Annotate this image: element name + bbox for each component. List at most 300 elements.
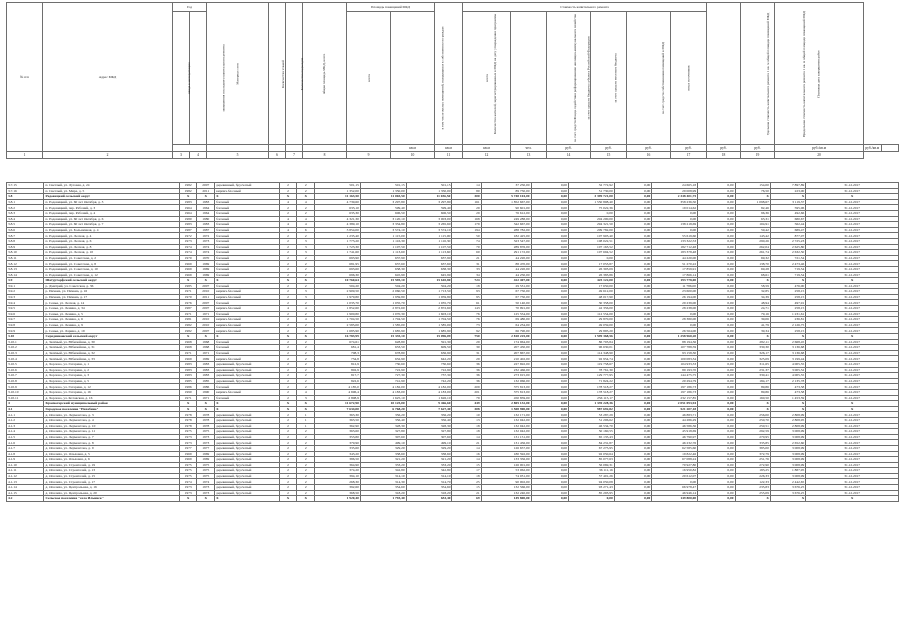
table-cell: 207 867,00 — [481, 350, 531, 356]
table-cell: 0,00 — [531, 261, 568, 267]
table-cell: 25 — [452, 479, 481, 485]
table-cell: 132 042,00 — [481, 423, 531, 429]
table-cell: 36 — [452, 378, 481, 384]
table-cell: 0,00 — [531, 244, 568, 250]
table-cell: 26 303,09 — [569, 266, 615, 272]
table-cell: 2 — [297, 451, 315, 457]
table-cell: X — [735, 496, 770, 502]
table-cell: 0,00 — [531, 283, 568, 289]
table-cell: 0,00 — [698, 300, 735, 306]
table-cell: 2 — [297, 490, 315, 496]
table-cell: кирпич.блочный — [215, 289, 280, 295]
table-cell: 0,00 — [698, 406, 735, 412]
table-cell: д. Хорлово, ул. Гагарина, д. 12 — [44, 384, 179, 390]
table-cell: д. Хорлово, ул. Гагарина, д. 1 — [44, 362, 179, 368]
table-cell: 183 378,48 — [652, 250, 698, 256]
table-cell: 1 920,40 — [315, 496, 361, 502]
table-cell: 1 — [297, 412, 315, 418]
table-cell: д. Опалиха, ул. Строителей, д. 15 — [44, 473, 179, 479]
table-cell: 31.12.2017 — [806, 462, 899, 468]
table-cell: 0,00 — [531, 451, 568, 457]
table-cell: X — [735, 194, 770, 200]
table-cell: 1 713,50 — [406, 289, 452, 295]
table-cell: д. Опалиха, ул. Строителей, д. 19 — [44, 462, 179, 468]
table-cell: 3.8.9 — [7, 244, 44, 250]
table-cell: 31.12.2017 — [806, 255, 899, 261]
table-cell: 182 712,48 — [652, 244, 698, 250]
table-cell: Городское поселение "Нахабино" — [44, 406, 179, 412]
table-cell: X — [197, 278, 215, 284]
table-cell: X — [806, 194, 899, 200]
table-cell: 18 — [452, 473, 481, 479]
table-cell: 3.9.4 — [7, 300, 44, 306]
table-cell: 1973 — [179, 238, 197, 244]
table-cell: 2 — [279, 322, 297, 328]
table-cell: 693,60 — [315, 266, 361, 272]
table-cell: Красногорский муниципальный район — [44, 401, 179, 407]
table-cell: 0,00 — [531, 328, 568, 334]
table-cell: 0,00 — [531, 199, 568, 205]
table-cell: 7 897,89 — [770, 183, 805, 189]
table-cell: 204 200,00 — [569, 216, 615, 222]
table-cell: 3 005,52 — [770, 367, 805, 373]
table-cell: 53 287,29 — [569, 412, 615, 418]
table-cell: 31.12.2017 — [806, 429, 899, 435]
table-cell: 0,00 — [531, 468, 568, 474]
table-cell: д. Опалиха, ул. Лермонтова, д. 9 — [44, 445, 179, 451]
table-cell: 1987 — [197, 227, 215, 233]
table-cell: 132 066,00 — [481, 378, 531, 384]
table-cell: 0,00 — [531, 294, 568, 300]
table-cell: Середниковский сельский округ — [44, 334, 179, 340]
table-cell: 314,10 — [406, 473, 452, 479]
table-cell: X — [197, 406, 215, 412]
table-cell: 0,00 — [531, 423, 568, 429]
table-cell: 1 — [297, 417, 315, 423]
table-cell: 1975 — [179, 468, 197, 474]
table-cell: 138 218,69 — [652, 222, 698, 228]
table-cell: 338,60 — [360, 451, 406, 457]
table-cell: 2011 — [197, 188, 215, 194]
table-cell: 1978 — [197, 417, 215, 423]
table-cell: 362,90 — [315, 423, 361, 429]
table-cell: 1969 — [197, 356, 215, 362]
table-cell: X — [770, 278, 805, 284]
table-cell: 76,50 — [735, 188, 770, 194]
table-cell: 50 160,55 — [569, 429, 615, 435]
table-cell: 343,20 — [315, 451, 361, 457]
table-cell: 2 — [279, 395, 297, 401]
table-cell: 1968 — [197, 339, 215, 345]
table-cell: 3 — [297, 294, 315, 300]
table-cell: 727,30 — [360, 373, 406, 379]
table-cell: 4.1.14 — [7, 485, 44, 491]
table-cell: 2 808,9 — [315, 395, 361, 401]
table-cell: 29 — [452, 356, 481, 362]
table-cell: 132 042,00 — [481, 429, 531, 435]
table-cell: 50 140,00 — [481, 300, 531, 306]
table-cell: д. Опалиха, ул. Строителей, д. 17 — [44, 479, 179, 485]
table-cell: 0,00 — [698, 272, 735, 278]
table-cell: X — [197, 334, 215, 340]
table-cell: 31.12.2017 — [806, 473, 899, 479]
table-cell: 1 453,59 — [770, 395, 805, 401]
table-cell: 3 119,37 — [770, 199, 805, 205]
table-cell: 61 — [452, 300, 481, 306]
table-cell: 1 959,80 — [360, 294, 406, 300]
table-cell: 11 786,00 — [652, 283, 698, 289]
table-cell: 0,00 — [698, 216, 735, 222]
table-cell: 31.12.2017 — [806, 417, 899, 423]
table-cell: 2 — [297, 183, 315, 189]
table-cell: д. Опалиха, ул. Лермонтова, д. 7 — [44, 434, 179, 440]
table-cell: 4.1.5 — [7, 434, 44, 440]
table-cell: кирпич.блочный — [215, 389, 280, 395]
table-cell: 65 135,43 — [569, 434, 615, 440]
table-cell: 2 652,60 — [770, 440, 805, 446]
unit-cell: руб./кв.м — [865, 146, 880, 150]
table-cell: 314,30 — [360, 479, 406, 485]
table-cell: 46 586,36 — [652, 423, 698, 429]
table-cell: 0,00 — [698, 322, 735, 328]
table-cell: 1973 — [179, 434, 197, 440]
table-cell: 4 739,60 — [315, 199, 361, 205]
table-cell: 3.8.13 — [7, 266, 44, 272]
table-cell: X — [770, 401, 805, 407]
table-cell: деревянный, брусчатый — [215, 479, 280, 485]
table-cell: 606,50 — [406, 210, 452, 216]
table-cell: деревянный, брусчатый — [215, 417, 280, 423]
table-cell: 741,90 — [360, 378, 406, 384]
table-cell: 3 008,99 — [770, 434, 805, 440]
table-cell: 0,00 — [531, 266, 568, 272]
table-cell: X — [215, 406, 280, 412]
table-cell: 473,58 — [770, 384, 805, 390]
table-cell: 24,71 — [735, 306, 770, 312]
table-cell: 288 782,00 — [481, 227, 531, 233]
table-cell: 425 122,00 — [569, 278, 615, 284]
table-cell: 0,00 — [614, 384, 651, 390]
table-cell: 0,00 — [614, 289, 651, 295]
table-cell: п. Радовицкий, ул. Советская, д. 2 — [44, 255, 179, 261]
table-cell: 53 062,00 — [481, 468, 531, 474]
table-cell: 318,20 — [406, 490, 452, 496]
table-cell: 1 115,00 — [360, 233, 406, 239]
table-cell: д. Опалиха, ул. Строителей, д. 13 — [44, 468, 179, 474]
table-cell: 1990 — [197, 389, 215, 395]
table-cell: X — [279, 194, 297, 200]
table-cell: 0,00 — [531, 356, 568, 362]
table-cell: 258,15 — [770, 328, 805, 334]
table-cell: 0,00 — [698, 479, 735, 485]
table-cell: 67 275,95 — [569, 445, 615, 451]
table-cell: 4 — [279, 199, 297, 205]
table-cell: блочный — [215, 300, 280, 306]
table-cell: 178 518,27 — [569, 384, 615, 390]
column-number: 7 — [286, 152, 303, 159]
table-cell: 3 854,00 — [315, 227, 361, 233]
table-cell: 89,86 — [735, 389, 770, 395]
table-cell: 0,00 — [698, 451, 735, 457]
table-cell: 1969 — [179, 356, 197, 362]
table-cell: д. Зелёный, ул. Юбилейная, д. 32 — [44, 350, 179, 356]
table-cell: 2 — [297, 322, 315, 328]
table-cell: 31.12.2017 — [806, 199, 899, 205]
table-cell: 2 348 401,75 — [652, 194, 698, 200]
table-cell: 356,40 — [360, 417, 406, 423]
table-cell: 638,30 — [406, 266, 452, 272]
unit-cell: руб. — [741, 145, 775, 152]
table-cell: блочный — [215, 255, 280, 261]
table-cell: деревянный, брусчатый — [215, 462, 280, 468]
table-cell: 335,85 — [735, 440, 770, 446]
table-cell: 24 665,18 — [652, 183, 698, 189]
table-cell: 1971 — [179, 311, 197, 317]
table-cell: 1 626,10 — [406, 395, 452, 401]
table-cell: 3 008,99 — [770, 457, 805, 463]
table-cell: д. Опалиха, ул. Лермонтова, д. 11 — [44, 429, 179, 435]
table-cell: деревянный, брусчатый — [215, 457, 280, 463]
table-cell: 2 — [297, 356, 315, 362]
table-cell: X — [735, 401, 770, 407]
table-cell: 3.10.1 — [7, 339, 44, 345]
table-cell: п. Радовицкий, пер. Рабочий, д. 3 — [44, 205, 179, 211]
table-cell: 11 163,50 — [315, 194, 361, 200]
table-cell: X — [215, 496, 280, 502]
table-cell: блочный — [215, 311, 280, 317]
table-cell: 31.12.2017 — [806, 434, 899, 440]
table-cell: 18 — [452, 283, 481, 289]
table-cell: 1974 — [179, 479, 197, 485]
table-cell: 0,00 — [614, 378, 651, 384]
table-cell: п. Радовицкий, ул. Советская, д. 10 — [44, 266, 179, 272]
table-cell: 1990 — [179, 389, 197, 395]
table-cell: 0,00 — [652, 322, 698, 328]
table-cell: 633,10 — [315, 205, 361, 211]
table-cell: 329,20 — [406, 445, 452, 451]
col-area-all-header: всего — [347, 12, 391, 145]
unit-cell — [303, 145, 347, 152]
table-cell: 4.1.8 — [7, 451, 44, 457]
column-number: 20 — [775, 152, 864, 159]
table-cell: 0,00 — [698, 311, 735, 317]
table-cell: 4.1.1 — [7, 412, 44, 418]
table-cell: 7 627,40 — [406, 406, 452, 412]
table-cell: 1985 — [179, 283, 197, 289]
table-cell: 674,61 — [315, 339, 361, 345]
table-cell: 93 — [452, 289, 481, 295]
col-cost-total-header: всего — [463, 12, 511, 145]
table-cell: 17 866,14 — [652, 272, 698, 278]
table-cell: 4 183,00 — [406, 389, 452, 395]
table-cell: 1973 — [179, 490, 197, 496]
table-cell: 0,00 — [531, 194, 568, 200]
table-cell: 46 883,71 — [652, 412, 698, 418]
table-cell: 2 — [279, 490, 297, 496]
table-cell: 11 036,50 — [406, 194, 452, 200]
table-cell: 0,00 — [614, 479, 651, 485]
table-cell: 0,00 — [698, 362, 735, 368]
table-cell: 3.9.7 — [7, 317, 44, 323]
col-subject-header: за счет средств бюджета субъекта Российской Федерации — [547, 12, 591, 145]
table-cell: 249 288,00 — [481, 216, 531, 222]
table-cell: 1 685,90 — [360, 328, 406, 334]
table-cell: 68,61 — [735, 272, 770, 278]
table-cell: 17 053,87 — [569, 261, 615, 267]
table-cell: 31.12.2017 — [806, 378, 899, 384]
table-cell: д. Зелёный, ул. Юбилейная, д. 30 — [44, 339, 179, 345]
table-cell: 0,00 — [531, 188, 568, 194]
col-limit-cost-header: Предельная стоимость капитального ремонта 1 кв. м общей площади помещений МКД — [741, 3, 775, 145]
table-cell: 3.8.5 — [7, 222, 44, 228]
table-cell: 272,90 — [735, 462, 770, 468]
table-cell: 3.10.9 — [7, 384, 44, 390]
table-cell: 3 008,99 — [770, 451, 805, 457]
table-cell: 0,00 — [614, 457, 651, 463]
table-cell: X — [279, 278, 297, 284]
table-cell: 39,06 — [735, 317, 770, 323]
table-cell: 49 612,00 — [569, 289, 615, 295]
table-cell: 0,00 — [531, 457, 568, 463]
table-cell: 20 294,79 — [652, 378, 698, 384]
table-cell: 104,91 — [735, 222, 770, 228]
table-cell: блочный — [215, 216, 280, 222]
col-owners-header: за счет средств собственников помещений в МКД — [627, 12, 671, 145]
table-cell: 4.1.4 — [7, 429, 44, 435]
table-cell: 258,15 — [770, 306, 805, 312]
table-cell: 4 005,55 — [770, 373, 805, 379]
table-cell: 3.10.4 — [7, 356, 44, 362]
table-cell: 719,54 — [770, 272, 805, 278]
table-cell: 50 — [452, 233, 481, 239]
table-cell: 62 585,60 — [652, 445, 698, 451]
table-cell: 0,00 — [531, 362, 568, 368]
table-cell: 0,00 — [698, 294, 735, 300]
table-cell: блочный — [215, 199, 280, 205]
table-cell: 0,00 — [614, 300, 651, 306]
table-cell: 2007 — [197, 283, 215, 289]
table-cell: 231,37 — [735, 367, 770, 373]
table-cell: 2 — [279, 283, 297, 289]
table-cell: 3.8.10 — [7, 250, 44, 256]
table-cell: 812,9 — [315, 362, 361, 368]
table-cell: X — [297, 401, 315, 407]
table-cell: 3 — [297, 395, 315, 401]
table-cell: 3.7.16 — [7, 188, 44, 194]
table-cell: 1969 — [179, 266, 197, 272]
table-cell: 300 — [452, 194, 481, 200]
table-cell: 1973 — [179, 485, 197, 491]
table-cell: 31.12.2017 — [806, 205, 899, 211]
table-cell: 138,70 — [735, 261, 770, 267]
table-cell: 0,00 — [698, 339, 735, 345]
table-cell: 653,40 — [406, 496, 452, 502]
table-cell: 26 383,86 — [569, 272, 615, 278]
table-cell: Радовицкий сельский округ — [44, 194, 179, 200]
table-cell: 0,00 — [698, 210, 735, 216]
table-cell: 232 466,00 — [481, 367, 531, 373]
table-cell: 92 954,74 — [569, 356, 615, 362]
data-table — [6, 182, 899, 502]
table-cell: блочный — [215, 261, 280, 267]
table-cell: 31.12.2017 — [806, 328, 899, 334]
table-cell: 2010 — [197, 289, 215, 295]
table-cell: 1978 — [179, 423, 197, 429]
table-cell: 1971 — [179, 350, 197, 356]
table-cell: 1 107,50 — [360, 244, 406, 250]
table-cell: 154,00 — [735, 183, 770, 189]
table-cell: 2 — [279, 311, 297, 317]
table-cell: 1983 — [179, 373, 197, 379]
table-cell: 325,09 — [735, 356, 770, 362]
table-cell: 1969 — [179, 457, 197, 463]
table-cell: деревянный, брусчатый — [215, 429, 280, 435]
table-cell: 0,00 — [531, 317, 568, 323]
table-cell: 0,00 — [614, 328, 651, 334]
table-cell: 31.12.2017 — [806, 306, 899, 312]
table-cell: 591,30 — [406, 339, 452, 345]
table-cell: 0,00 — [698, 183, 735, 189]
table-cell: 7 634,00 — [315, 406, 361, 412]
table-cell: 3 — [297, 238, 315, 244]
table-cell: 1971 — [179, 289, 197, 295]
table-cell: 70 927,80 — [652, 462, 698, 468]
table-cell: 385,00 — [735, 445, 770, 451]
table-cell: п. Радовицкий, ул. Больничная, д. 4 — [44, 227, 179, 233]
table-cell: 0,00 — [614, 367, 651, 373]
table-cell: 0,00 — [652, 227, 698, 233]
table-cell: 2 — [297, 328, 315, 334]
table-cell: 96,36 — [735, 210, 770, 216]
table-cell: 290,26 — [735, 238, 770, 244]
table-cell: 149 800,00 — [481, 496, 531, 502]
col-unit-cost-header: Удельная стоимость капитального ремонта 1 кв. м общей площади помещений МКД — [707, 3, 741, 145]
table-cell: 108 022,51 — [569, 238, 615, 244]
table-cell: 1 704,50 — [360, 317, 406, 323]
table-cell: 1964 — [197, 205, 215, 211]
table-cell: п. Радовицкий, ул. Советская, д. 8 — [44, 261, 179, 267]
table-cell: 60 — [452, 250, 481, 256]
table-cell: 374,20 — [315, 468, 361, 474]
table-cell: деревянный, брусчатый — [215, 440, 280, 446]
table-cell: 450 859,00 — [481, 395, 531, 401]
table-cell: 0,00 — [614, 345, 651, 351]
table-cell: 31.12.2017 — [806, 445, 899, 451]
col-area-owned-header: в том числе жилых помещений, находящихся в собственности граждан — [391, 12, 435, 145]
table-cell: 31.12.2017 — [806, 183, 899, 189]
table-cell: 637,90 — [406, 255, 452, 261]
table-cell: 80 — [452, 188, 481, 194]
table-cell: 31.12.2017 — [806, 227, 899, 233]
table-cell: р. Сенья, ул. Ленина, д. 6 — [44, 317, 179, 323]
table-cell: 0,00 — [531, 462, 568, 468]
table-cell: д. Хорлово, ул. Гагарина, д. 16 — [44, 389, 179, 395]
col-area-group-header: Площадь помещений МКД — [347, 3, 435, 12]
table-row — [7, 496, 899, 502]
table-cell: 368,50 — [315, 490, 361, 496]
table-cell: 2 — [279, 479, 297, 485]
table-cell: 1 350,00 — [406, 188, 452, 194]
table-cell: 51 270,22 — [652, 261, 698, 267]
unit-cell: руб. — [627, 145, 671, 152]
table-cell: 0,00 — [698, 412, 735, 418]
table-cell: 689,47 — [770, 227, 805, 233]
column-number: 10 — [391, 152, 435, 159]
table-cell: 0,00 — [614, 440, 651, 446]
table-cell: 69 480,00 — [481, 317, 531, 323]
table-cell: 78 761,30 — [569, 367, 615, 373]
table-cell: деревянный, брусчатый — [215, 183, 280, 189]
